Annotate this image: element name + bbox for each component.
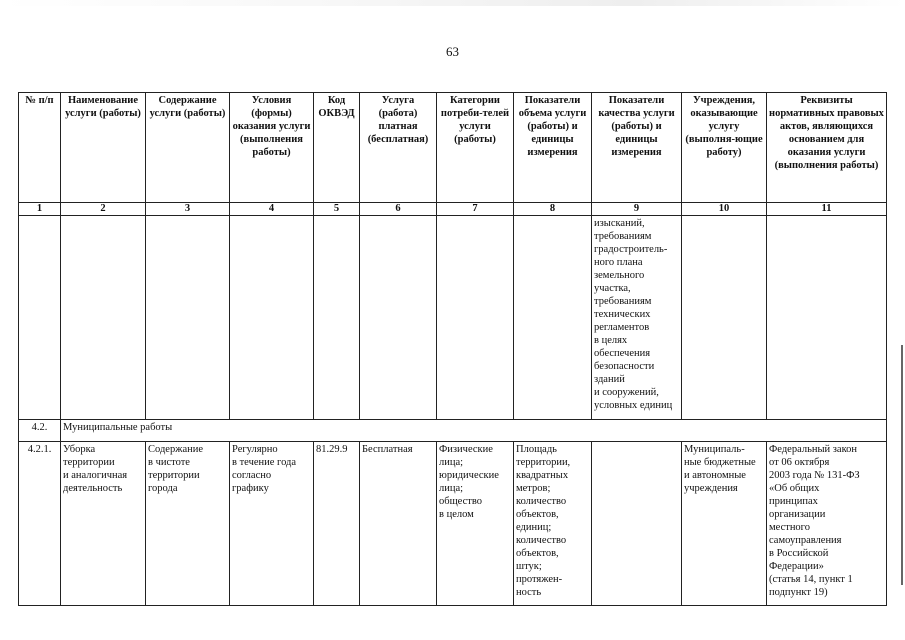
- cell-line: объектов,: [516, 509, 559, 520]
- service-name-cell: [61, 442, 146, 606]
- cell-line: территории,: [516, 457, 571, 468]
- cell-line: требованиям: [594, 296, 652, 307]
- service-content-cell: [146, 442, 230, 606]
- cell-line: города: [148, 483, 178, 494]
- cell-line: графику: [232, 483, 269, 494]
- header-col-11: Реквизиты нормативных правовых актов, являющихся основанием для оказания услуги (выполнения работы): [767, 93, 887, 203]
- column-number: 2: [61, 203, 146, 216]
- cell-line: самоуправления: [769, 535, 842, 546]
- cell-line: технических: [594, 309, 651, 320]
- cell-line: Регулярно: [232, 444, 278, 455]
- section-row: [19, 420, 887, 442]
- cell-line: общество: [439, 496, 482, 507]
- cell-line: условных единиц: [594, 400, 673, 411]
- institutions-cell: [682, 442, 767, 606]
- column-number-row: [19, 203, 887, 216]
- header-col-3: Содержание услуги (работы): [146, 93, 230, 203]
- cell-line: количество: [516, 535, 567, 546]
- cell-line: и сооружений,: [594, 387, 659, 398]
- cell-line: ные бюджетные: [684, 457, 756, 468]
- cell-line: ность: [516, 587, 542, 598]
- cell-line: «Об общих: [769, 483, 820, 494]
- cell-line: изысканий,: [594, 218, 645, 229]
- column-number: 4: [230, 203, 314, 216]
- cell-line: организации: [769, 509, 826, 520]
- cell-line: квадратных: [516, 470, 569, 481]
- scan-artifact-top: [0, 0, 905, 6]
- cell-line: лица;: [439, 483, 464, 494]
- cell-line: земельного: [594, 270, 645, 281]
- cell-line: Площадь: [516, 444, 557, 455]
- column-number: 6: [360, 203, 437, 216]
- okved-code-cell: 81.29.9: [314, 442, 360, 606]
- cell-line: в целом: [439, 509, 474, 520]
- cell-line: от 06 октября: [769, 457, 830, 468]
- cell-line: регламентов: [594, 322, 650, 333]
- cell-line: 2003 года № 131-ФЗ: [769, 470, 860, 481]
- header-col-9: Показатели качества услуги (работы) и единицы измерения: [592, 93, 682, 203]
- cell-line: обеспечения: [594, 348, 651, 359]
- page-number: 63: [446, 44, 459, 59]
- volume-indicators-cell: [514, 442, 592, 606]
- cell-line: (статья 14, пункт 1: [769, 574, 853, 585]
- section-number: 4.2.: [19, 420, 61, 442]
- legal-acts-cell: [767, 442, 887, 606]
- cell-line: в чистоте: [148, 457, 190, 468]
- cell-line: и аналогичная: [63, 470, 128, 481]
- table-row: [19, 442, 887, 606]
- scan-edge-line: [901, 345, 903, 585]
- cell-line: принципах: [769, 496, 818, 507]
- cell-line: градостроитель-: [594, 244, 668, 255]
- cell-line: учреждения: [684, 483, 738, 494]
- paid-status-cell: Бесплатная: [360, 442, 437, 606]
- cell-line: штук;: [516, 561, 542, 572]
- section-title: Муниципальные работы: [61, 420, 887, 442]
- cell-line: территории: [148, 470, 200, 481]
- cell-line: Федерации»: [769, 561, 824, 572]
- cell-line: участка,: [594, 283, 631, 294]
- cell-line: требованиям: [594, 231, 652, 242]
- cell-line: в течение года: [232, 457, 297, 468]
- cell-line: подпункт 19): [769, 587, 828, 598]
- cell-line: зданий: [594, 374, 625, 385]
- quality-indicators-cell: [592, 442, 682, 606]
- cell-line: объектов,: [516, 548, 559, 559]
- services-table: [18, 92, 887, 606]
- table-header-row: [19, 93, 887, 203]
- cell-line: метров;: [516, 483, 551, 494]
- continuation-row: [19, 216, 887, 420]
- header-col-10: Учреждения, оказывающие услугу (выполня-ющие работу): [682, 93, 767, 203]
- cell-line: деятельность: [63, 483, 123, 494]
- cell-line: территории: [63, 457, 115, 468]
- column-number: 8: [514, 203, 592, 216]
- header-col-4: Условия (формы) оказания услуги (выполнения работы): [230, 93, 314, 203]
- cell-line: местного: [769, 522, 810, 533]
- header-col-5: Код ОКВЭД: [314, 93, 360, 203]
- cell-line: ного плана: [594, 257, 643, 268]
- header-col-8: Показатели объема услуги (работы) и единицы измерения: [514, 93, 592, 203]
- cell-line: в целях: [594, 335, 628, 346]
- cell-line: Муниципаль-: [684, 444, 745, 455]
- column-number: 7: [437, 203, 514, 216]
- row-number: 4.2.1.: [19, 442, 61, 606]
- cell-line: безопасности: [594, 361, 655, 372]
- column-number: 1: [19, 203, 61, 216]
- column-number: 11: [767, 203, 887, 216]
- cell-line: и автономные: [684, 470, 746, 481]
- column-number: 9: [592, 203, 682, 216]
- service-conditions-cell: [230, 442, 314, 606]
- header-col-7: Категории потреби-телей услуги (работы): [437, 93, 514, 203]
- cell-line: количество: [516, 496, 567, 507]
- column-number: 3: [146, 203, 230, 216]
- header-col-1: № п/п: [19, 93, 61, 203]
- header-col-2: Наименование услуги (работы): [61, 93, 146, 203]
- cell-line: юридические: [439, 470, 499, 481]
- continuation-quality-cell: [592, 216, 682, 420]
- consumer-categories-cell: [437, 442, 514, 606]
- column-number: 5: [314, 203, 360, 216]
- cell-line: Физические: [439, 444, 493, 455]
- cell-line: в Российской: [769, 548, 829, 559]
- cell-line: Содержание: [148, 444, 204, 455]
- cell-line: Федеральный закон: [769, 444, 858, 455]
- column-number: 10: [682, 203, 767, 216]
- cell-line: Уборка: [63, 444, 96, 455]
- cell-line: единиц;: [516, 522, 552, 533]
- header-col-6: Услуга (работа) платная (бесплатная): [360, 93, 437, 203]
- cell-line: протяжен-: [516, 574, 563, 585]
- cell-line: согласно: [232, 470, 272, 481]
- cell-line: лица;: [439, 457, 464, 468]
